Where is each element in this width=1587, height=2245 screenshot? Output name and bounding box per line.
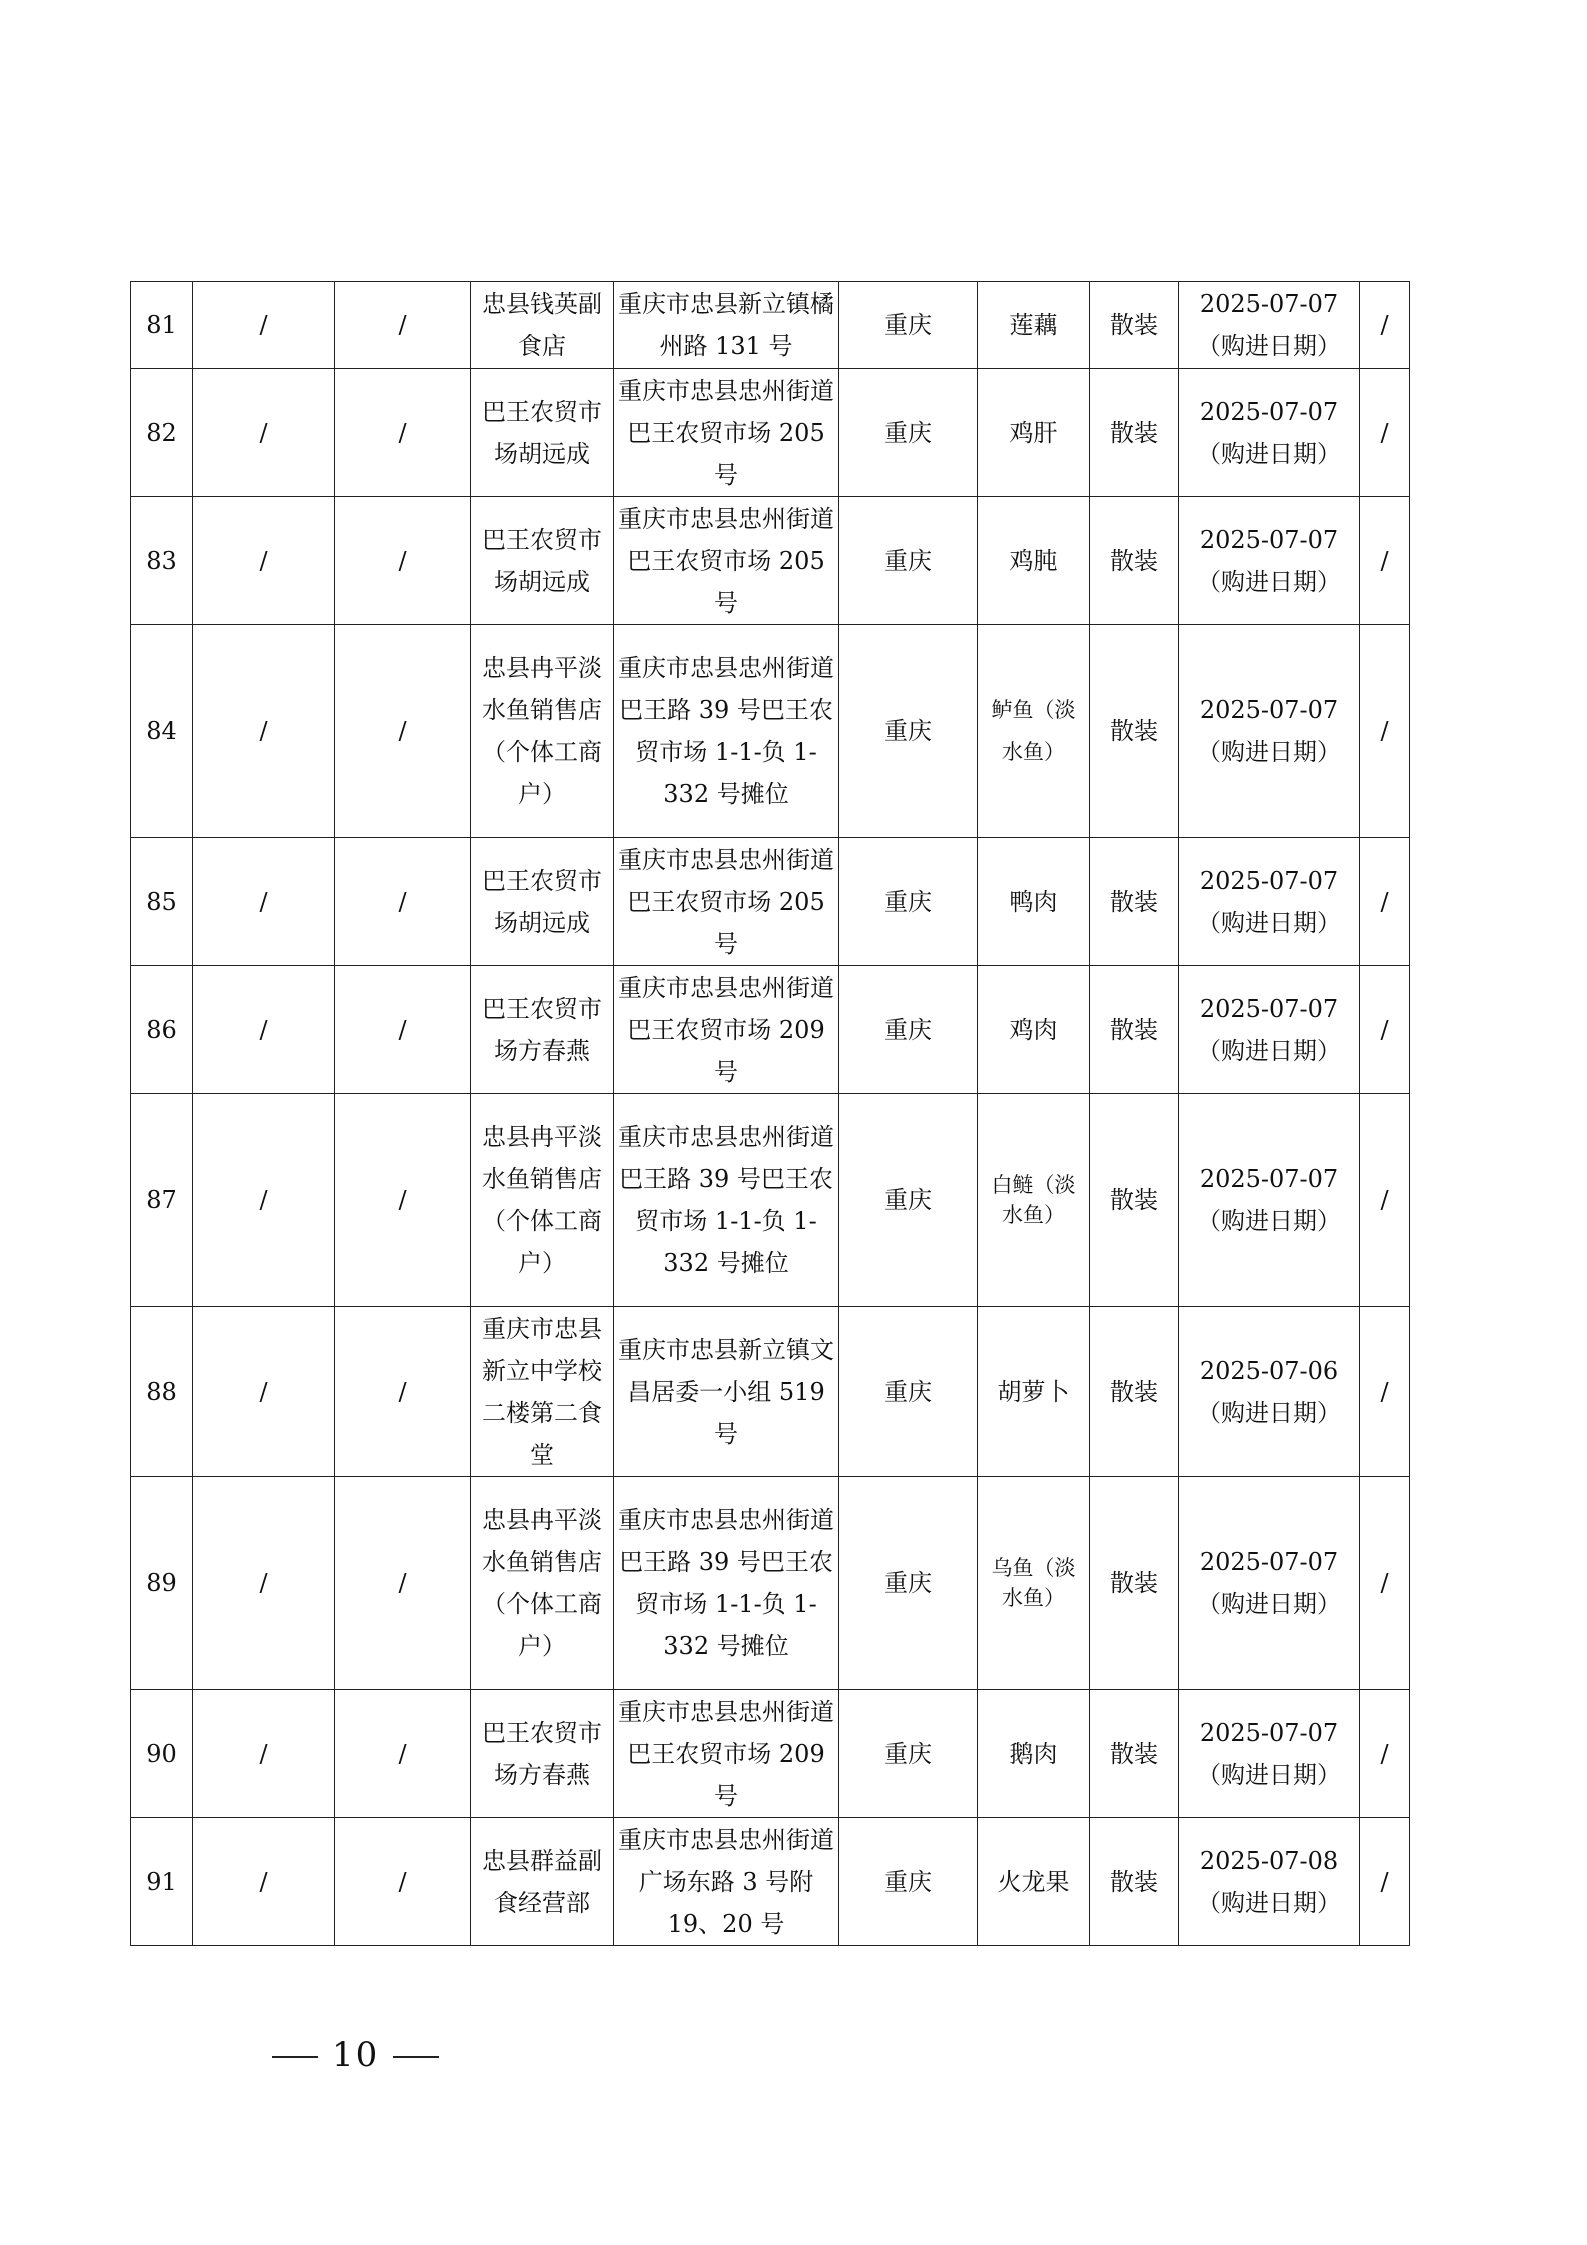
business-address: 重庆市忠县新立镇文昌居委一小组 519 号 xyxy=(614,1307,839,1477)
business-address: 重庆市忠县忠州街道巴王农贸市场 205 号 xyxy=(614,838,839,966)
date-note: （购进日期） xyxy=(1197,1036,1341,1065)
date-note: （购进日期） xyxy=(1197,1590,1341,1618)
row-number: 86 xyxy=(131,966,193,1094)
placeholder-cell: / xyxy=(335,369,471,497)
placeholder-cell: / xyxy=(193,1690,335,1818)
table-row xyxy=(131,282,1410,369)
date-note: （购进日期） xyxy=(1197,567,1341,596)
table-row xyxy=(131,497,1410,625)
table-row xyxy=(131,1307,1410,1477)
placeholder-cell: / xyxy=(1360,625,1410,838)
purchase-date: 2025-07-07 xyxy=(1199,1165,1339,1193)
placeholder-cell: / xyxy=(1360,497,1410,625)
footer-dash-left xyxy=(272,2056,318,2058)
business-name: 巴王农贸市场方春燕 xyxy=(471,966,614,1094)
placeholder-cell: / xyxy=(335,1094,471,1307)
product-name: 火龙果 xyxy=(978,1818,1090,1946)
placeholder-cell: / xyxy=(335,1690,471,1818)
placeholder-cell: / xyxy=(1360,1094,1410,1307)
sample-table xyxy=(130,281,1410,1946)
placeholder-cell: / xyxy=(335,1818,471,1946)
product-name: 鹅肉 xyxy=(978,1690,1090,1818)
placeholder-cell: / xyxy=(335,966,471,1094)
placeholder-cell: / xyxy=(193,1094,335,1307)
business-name: 巴王农贸市场方春燕 xyxy=(471,1690,614,1818)
placeholder-cell: / xyxy=(193,1818,335,1946)
business-address: 重庆市忠县忠州街道巴王路 39 号巴王农贸市场 1-1-负 1-332 号摊位 xyxy=(614,1477,839,1690)
purchase-date: 2025-07-08 xyxy=(1199,1846,1339,1875)
placeholder-cell: / xyxy=(335,497,471,625)
product-name: 鸡肝 xyxy=(978,369,1090,497)
placeholder-cell: / xyxy=(335,1307,471,1477)
purchase-date-cell xyxy=(1179,282,1360,369)
product-name: 鸡肫 xyxy=(978,497,1090,625)
placeholder-cell: / xyxy=(193,966,335,1094)
row-number: 83 xyxy=(131,497,193,625)
product-name: 鸡肉 xyxy=(978,966,1090,1094)
placeholder-cell: / xyxy=(1360,282,1410,369)
row-number: 84 xyxy=(131,625,193,838)
business-name: 忠县冉平淡水鱼销售店（个体工商户） xyxy=(471,1477,614,1690)
placeholder-cell: / xyxy=(193,838,335,966)
business-address: 重庆市忠县忠州街道巴王农贸市场 205 号 xyxy=(614,497,839,625)
date-note: （购进日期） xyxy=(1197,1888,1341,1917)
placeholder-cell: / xyxy=(1360,1307,1410,1477)
region: 重庆 xyxy=(839,1477,978,1690)
region: 重庆 xyxy=(839,1690,978,1818)
placeholder-cell: / xyxy=(1360,966,1410,1094)
placeholder-cell: / xyxy=(193,625,335,838)
packaging-spec: 散装 xyxy=(1090,1094,1179,1307)
packaging-spec: 散装 xyxy=(1090,369,1179,497)
business-address: 重庆市忠县新立镇橘州路 131 号 xyxy=(614,282,839,369)
table-row xyxy=(131,1094,1410,1307)
placeholder-cell: / xyxy=(193,497,335,625)
placeholder-cell: / xyxy=(193,1477,335,1690)
date-note: （购进日期） xyxy=(1197,1398,1341,1427)
purchase-date: 2025-07-07 xyxy=(1199,696,1339,724)
page-footer xyxy=(258,2035,453,2075)
business-name: 巴王农贸市场胡远成 xyxy=(471,497,614,625)
business-name: 巴王农贸市场胡远成 xyxy=(471,369,614,497)
table-row xyxy=(131,966,1410,1094)
purchase-date-cell xyxy=(1179,838,1360,966)
purchase-date-cell xyxy=(1179,1690,1360,1818)
placeholder-cell: / xyxy=(335,625,471,838)
row-number: 91 xyxy=(131,1818,193,1946)
packaging-spec: 散装 xyxy=(1090,497,1179,625)
business-name: 忠县钱英副食店 xyxy=(471,282,614,369)
purchase-date-cell xyxy=(1179,1477,1360,1690)
region: 重庆 xyxy=(839,625,978,838)
purchase-date: 2025-07-06 xyxy=(1199,1356,1339,1385)
row-number: 82 xyxy=(131,369,193,497)
packaging-spec: 散装 xyxy=(1090,838,1179,966)
table-row xyxy=(131,369,1410,497)
row-number: 90 xyxy=(131,1690,193,1818)
page-number: 10 xyxy=(332,2035,380,2075)
purchase-date: 2025-07-07 xyxy=(1199,525,1339,554)
placeholder-cell: / xyxy=(193,1307,335,1477)
purchase-date-cell xyxy=(1179,1307,1360,1477)
business-name: 忠县群益副食经营部 xyxy=(471,1818,614,1946)
row-number: 88 xyxy=(131,1307,193,1477)
region: 重庆 xyxy=(839,282,978,369)
packaging-spec: 散装 xyxy=(1090,1477,1179,1690)
table-row xyxy=(131,1690,1410,1818)
placeholder-cell: / xyxy=(335,282,471,369)
business-address: 重庆市忠县忠州街道巴王路 39 号巴王农贸市场 1-1-负 1-332 号摊位 xyxy=(614,625,839,838)
product-name: 白鲢（淡水鱼） xyxy=(978,1094,1090,1307)
date-note: （购进日期） xyxy=(1197,1760,1341,1789)
placeholder-cell: / xyxy=(193,282,335,369)
placeholder-cell: / xyxy=(335,838,471,966)
placeholder-cell: / xyxy=(1360,369,1410,497)
purchase-date-cell xyxy=(1179,369,1360,497)
date-note: （购进日期） xyxy=(1197,439,1341,468)
business-address: 重庆市忠县忠州街道巴王农贸市场 209 号 xyxy=(614,1690,839,1818)
product-name: 鸭肉 xyxy=(978,838,1090,966)
region: 重庆 xyxy=(839,1307,978,1477)
purchase-date: 2025-07-07 xyxy=(1199,994,1339,1023)
product-name: 乌鱼（淡水鱼） xyxy=(978,1477,1090,1690)
placeholder-cell: / xyxy=(1360,1690,1410,1818)
business-address: 重庆市忠县忠州街道巴王农贸市场 205 号 xyxy=(614,369,839,497)
purchase-date-cell xyxy=(1179,1094,1360,1307)
region: 重庆 xyxy=(839,966,978,1094)
purchase-date-cell xyxy=(1179,1818,1360,1946)
region: 重庆 xyxy=(839,838,978,966)
footer-dash-right xyxy=(393,2056,439,2058)
business-address: 重庆市忠县忠州街道广场东路 3 号附 19、20 号 xyxy=(614,1818,839,1946)
placeholder-cell: / xyxy=(1360,1477,1410,1690)
purchase-date-cell xyxy=(1179,966,1360,1094)
product-name: 鲈鱼（淡水鱼） xyxy=(978,625,1090,838)
product-name: 莲藕 xyxy=(978,282,1090,369)
business-name: 重庆市忠县新立中学校二楼第二食堂 xyxy=(471,1307,614,1477)
placeholder-cell: / xyxy=(335,1477,471,1690)
packaging-spec: 散装 xyxy=(1090,1818,1179,1946)
purchase-date: 2025-07-07 xyxy=(1199,1548,1339,1576)
business-name: 忠县冉平淡水鱼销售店（个体工商户） xyxy=(471,625,614,838)
table-row xyxy=(131,838,1410,966)
purchase-date: 2025-07-07 xyxy=(1199,290,1339,318)
packaging-spec: 散装 xyxy=(1090,966,1179,1094)
business-address: 重庆市忠县忠州街道巴王路 39 号巴王农贸市场 1-1-负 1-332 号摊位 xyxy=(614,1094,839,1307)
packaging-spec: 散装 xyxy=(1090,1307,1179,1477)
purchase-date: 2025-07-07 xyxy=(1199,1718,1339,1747)
purchase-date-cell xyxy=(1179,497,1360,625)
date-note: （购进日期） xyxy=(1197,908,1341,937)
date-note: （购进日期） xyxy=(1197,738,1341,766)
table-row xyxy=(131,625,1410,838)
placeholder-cell: / xyxy=(1360,1818,1410,1946)
date-note: （购进日期） xyxy=(1197,1207,1341,1235)
product-name: 胡萝卜 xyxy=(978,1307,1090,1477)
row-number: 87 xyxy=(131,1094,193,1307)
date-note: （购进日期） xyxy=(1197,332,1341,360)
row-number: 81 xyxy=(131,282,193,369)
purchase-date: 2025-07-07 xyxy=(1199,397,1339,426)
region: 重庆 xyxy=(839,1094,978,1307)
region: 重庆 xyxy=(839,497,978,625)
row-number: 89 xyxy=(131,1477,193,1690)
placeholder-cell: / xyxy=(1360,838,1410,966)
row-number: 85 xyxy=(131,838,193,966)
business-address: 重庆市忠县忠州街道巴王农贸市场 209 号 xyxy=(614,966,839,1094)
purchase-date: 2025-07-07 xyxy=(1199,866,1339,895)
placeholder-cell: / xyxy=(193,369,335,497)
region: 重庆 xyxy=(839,1818,978,1946)
purchase-date-cell xyxy=(1179,625,1360,838)
business-name: 忠县冉平淡水鱼销售店（个体工商户） xyxy=(471,1094,614,1307)
packaging-spec: 散装 xyxy=(1090,282,1179,369)
packaging-spec: 散装 xyxy=(1090,625,1179,838)
table-row xyxy=(131,1477,1410,1690)
business-name: 巴王农贸市场胡远成 xyxy=(471,838,614,966)
packaging-spec: 散装 xyxy=(1090,1690,1179,1818)
table-row xyxy=(131,1818,1410,1946)
region: 重庆 xyxy=(839,369,978,497)
